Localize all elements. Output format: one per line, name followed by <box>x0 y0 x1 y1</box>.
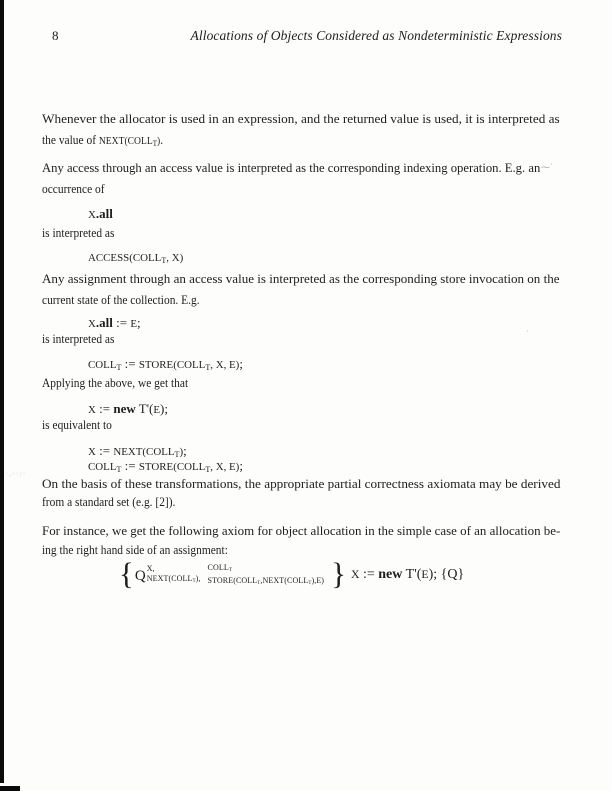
paragraph-line: the value of NEXT(COLLT). <box>42 132 164 148</box>
substitution-1-expression: NEXT(COLLT), <box>146 574 201 585</box>
code-line-x-all-assign: X.all := E; <box>88 315 141 330</box>
page-number: 8 <box>52 28 59 43</box>
axiom-formula <box>119 557 464 593</box>
paragraph-line: For instance, we get the following axiom for object allocation in the simple case of an allocation be- <box>42 523 561 538</box>
dot-mark: · <box>526 326 529 336</box>
code-line-x-all: X.all <box>88 206 113 221</box>
pencil-margin-mark: ·.··:· <box>5 470 28 478</box>
scanner-corner-artifact <box>0 786 20 791</box>
substitution-2-expression: STORE(COLLT,NEXT(COLLT),E) <box>207 576 325 587</box>
paragraph-line: Any access through an access value is interpreted as the corresponding indexing operation. E.g. an <box>42 160 541 175</box>
left-brace: { <box>119 556 134 591</box>
substitution-pair-2 <box>208 564 325 588</box>
paragraph-line: is equivalent to <box>42 417 112 432</box>
code-line-store-2: COLLT := STORE(COLLT, X, E); <box>88 458 243 474</box>
smudge-mark: ⁓˙ <box>541 162 553 172</box>
code-line-store: COLLT := STORE(COLLT, X, E); <box>88 356 243 372</box>
paragraph-line: ing the right hand side of an assignment: <box>42 542 228 557</box>
code-line-next: X := NEXT(COLLT); <box>88 443 187 459</box>
paragraph-line: Whenever the allocator is used in an expression, and the returned value is used, it is interpreted as <box>42 111 560 126</box>
formula-statement: X := new T'(E); {Q} <box>350 567 465 582</box>
paragraph-line: is interpreted as <box>42 225 115 240</box>
paragraph-line: Any assignment through an access value is interpreted as the corresponding store invocation on the <box>42 271 560 286</box>
substitution-2-variable: COLLT <box>207 562 232 573</box>
code-line-new: X := new T'(E); <box>88 401 168 416</box>
code-line-access: ACCESS(COLLT, X) <box>88 252 184 265</box>
paragraph-line: Applying the above, we get that <box>42 375 189 390</box>
paragraph-line: occurrence of <box>42 181 105 196</box>
running-title: Allocations of Objects Considered as Nondeterministic Expressions <box>190 28 562 43</box>
right-brace: } <box>331 556 346 591</box>
substitution-pair-1 <box>147 565 201 586</box>
substitution-1-variable: X, <box>146 564 155 574</box>
paragraph-line: is interpreted as <box>42 331 115 346</box>
paragraph-line: On the basis of these transformations, the appropriate partial correctness axiomata may be derived <box>42 476 561 491</box>
q-predicate-symbol: Q <box>134 567 146 584</box>
paragraph-line: current state of the collection. E.g. <box>42 292 200 307</box>
scanner-edge-artifact <box>0 0 4 783</box>
paragraph-line: from a standard set (e.g. [2]). <box>42 494 176 509</box>
